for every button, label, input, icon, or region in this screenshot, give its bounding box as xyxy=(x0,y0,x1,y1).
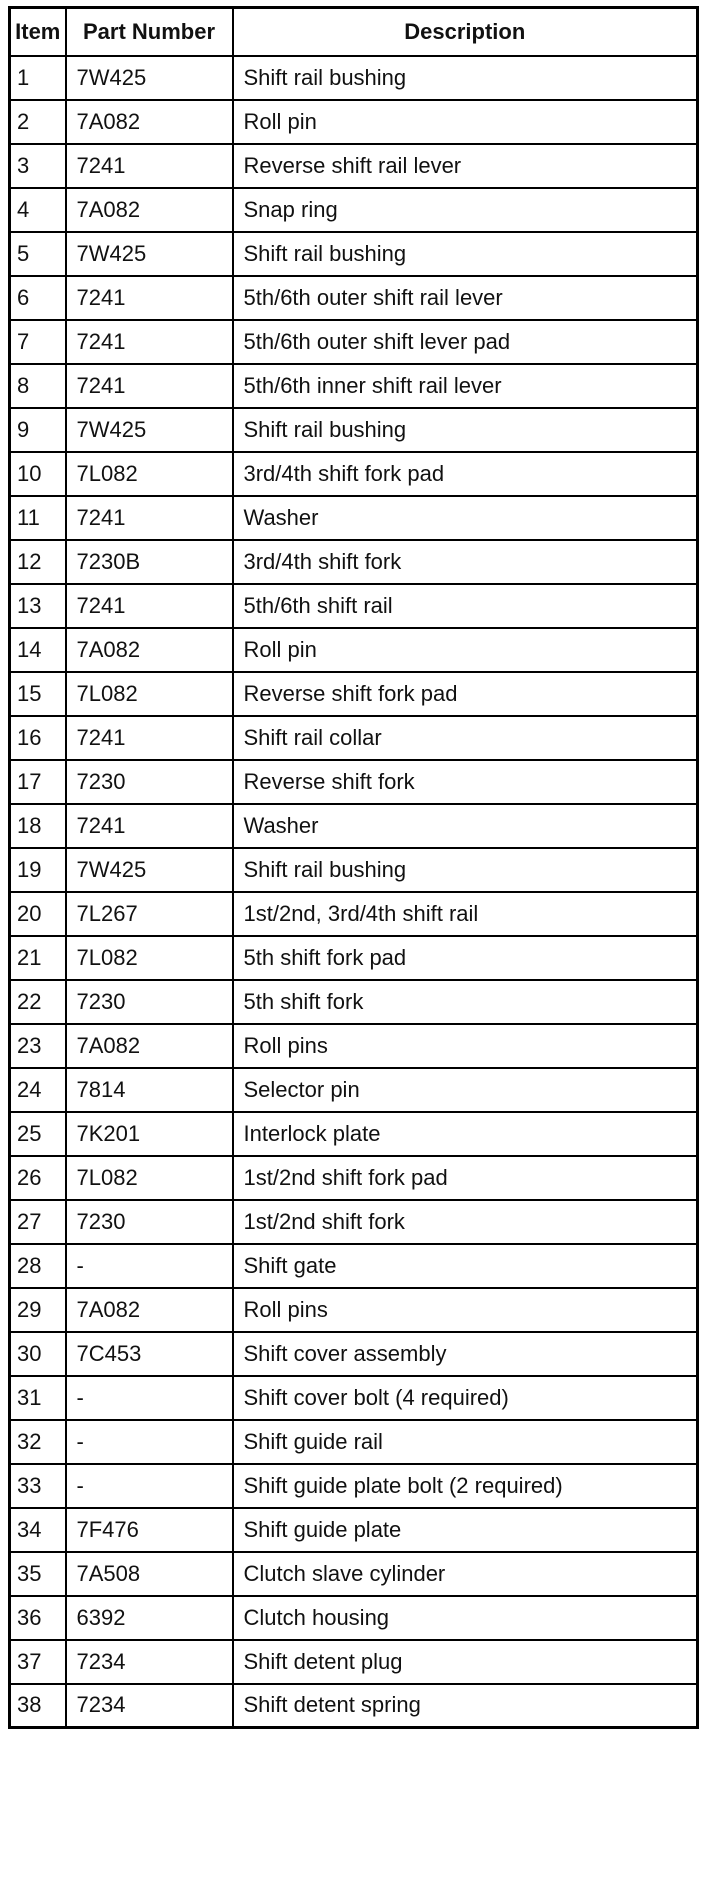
table-row xyxy=(10,188,698,232)
table-row xyxy=(10,1552,698,1596)
item-number-cell: 38 xyxy=(10,1684,66,1728)
part-number-cell: 7A082 xyxy=(66,100,233,144)
part-number-cell: 7230 xyxy=(66,1200,233,1244)
item-number-cell: 30 xyxy=(10,1332,66,1376)
item-number-cell: 12 xyxy=(10,540,66,584)
table-row xyxy=(10,1596,698,1640)
item-number-cell: 22 xyxy=(10,980,66,1024)
item-number-cell: 35 xyxy=(10,1552,66,1596)
item-number-cell: 14 xyxy=(10,628,66,672)
item-number-cell: 17 xyxy=(10,760,66,804)
item-number-cell: 13 xyxy=(10,584,66,628)
item-number-cell: 3 xyxy=(10,144,66,188)
table-row xyxy=(10,848,698,892)
part-number-cell: - xyxy=(66,1464,233,1508)
description-cell: Roll pin xyxy=(233,628,698,672)
item-number-cell: 6 xyxy=(10,276,66,320)
item-number-cell: 37 xyxy=(10,1640,66,1684)
description-cell: Reverse shift fork xyxy=(233,760,698,804)
item-number-cell: 26 xyxy=(10,1156,66,1200)
description-cell: Clutch slave cylinder xyxy=(233,1552,698,1596)
description-cell: Shift rail bushing xyxy=(233,848,698,892)
item-number-cell: 10 xyxy=(10,452,66,496)
item-number-cell: 18 xyxy=(10,804,66,848)
description-cell: Washer xyxy=(233,496,698,540)
part-number-cell: 7230B xyxy=(66,540,233,584)
item-number-cell: 15 xyxy=(10,672,66,716)
item-number-cell: 27 xyxy=(10,1200,66,1244)
description-cell: Reverse shift fork pad xyxy=(233,672,698,716)
table-row xyxy=(10,1156,698,1200)
part-number-cell: 7L267 xyxy=(66,892,233,936)
part-number-cell: 7234 xyxy=(66,1684,233,1728)
table-row xyxy=(10,452,698,496)
item-number-cell: 16 xyxy=(10,716,66,760)
description-cell: Shift detent spring xyxy=(233,1684,698,1728)
description-cell: 5th/6th shift rail xyxy=(233,584,698,628)
item-number-cell: 33 xyxy=(10,1464,66,1508)
table-row xyxy=(10,672,698,716)
description-cell: Shift rail bushing xyxy=(233,232,698,276)
table-row xyxy=(10,584,698,628)
table-row xyxy=(10,1068,698,1112)
item-number-cell: 7 xyxy=(10,320,66,364)
table-body xyxy=(10,56,698,1728)
description-cell: Reverse shift rail lever xyxy=(233,144,698,188)
part-number-cell: 7234 xyxy=(66,1640,233,1684)
description-cell: 5th shift fork pad xyxy=(233,936,698,980)
table-row xyxy=(10,100,698,144)
part-number-cell: 7W425 xyxy=(66,408,233,452)
description-cell: Roll pins xyxy=(233,1024,698,1068)
header-part-number: Part Number xyxy=(66,8,233,56)
table-row xyxy=(10,1112,698,1156)
table-row xyxy=(10,320,698,364)
part-number-cell: 7L082 xyxy=(66,936,233,980)
description-cell: Shift rail bushing xyxy=(233,56,698,100)
table-row xyxy=(10,1244,698,1288)
header-row xyxy=(10,8,698,56)
part-number-cell: 7C453 xyxy=(66,1332,233,1376)
item-number-cell: 23 xyxy=(10,1024,66,1068)
table-row xyxy=(10,1508,698,1552)
part-number-cell: 7241 xyxy=(66,320,233,364)
item-number-cell: 4 xyxy=(10,188,66,232)
part-number-cell: 7A082 xyxy=(66,628,233,672)
part-number-cell: 7230 xyxy=(66,760,233,804)
item-number-cell: 2 xyxy=(10,100,66,144)
part-number-cell: - xyxy=(66,1420,233,1464)
part-number-cell: 7241 xyxy=(66,364,233,408)
part-number-cell: 7241 xyxy=(66,144,233,188)
part-number-cell: 7L082 xyxy=(66,672,233,716)
item-number-cell: 32 xyxy=(10,1420,66,1464)
part-number-cell: 7A508 xyxy=(66,1552,233,1596)
table-row xyxy=(10,364,698,408)
item-number-cell: 28 xyxy=(10,1244,66,1288)
table-row xyxy=(10,1024,698,1068)
description-cell: Snap ring xyxy=(233,188,698,232)
description-cell: Shift cover assembly xyxy=(233,1332,698,1376)
table-row xyxy=(10,1420,698,1464)
description-cell: 1st/2nd shift fork xyxy=(233,1200,698,1244)
item-number-cell: 36 xyxy=(10,1596,66,1640)
description-cell: Clutch housing xyxy=(233,1596,698,1640)
table-row xyxy=(10,1640,698,1684)
table-row xyxy=(10,232,698,276)
description-cell: 3rd/4th shift fork pad xyxy=(233,452,698,496)
item-number-cell: 25 xyxy=(10,1112,66,1156)
item-number-cell: 8 xyxy=(10,364,66,408)
part-number-cell: 7K201 xyxy=(66,1112,233,1156)
part-number-cell: 7230 xyxy=(66,980,233,1024)
description-cell: Shift guide plate bolt (2 required) xyxy=(233,1464,698,1508)
part-number-cell: 7A082 xyxy=(66,188,233,232)
part-number-cell: 7A082 xyxy=(66,1024,233,1068)
part-number-cell: 7241 xyxy=(66,584,233,628)
part-number-cell: 7241 xyxy=(66,716,233,760)
table-row xyxy=(10,804,698,848)
part-number-cell: 7A082 xyxy=(66,1288,233,1332)
table-row xyxy=(10,540,698,584)
description-cell: 3rd/4th shift fork xyxy=(233,540,698,584)
item-number-cell: 24 xyxy=(10,1068,66,1112)
part-number-cell: - xyxy=(66,1244,233,1288)
table-row xyxy=(10,56,698,100)
description-cell: Selector pin xyxy=(233,1068,698,1112)
part-number-cell: 7814 xyxy=(66,1068,233,1112)
parts-table xyxy=(8,6,699,1729)
table-row xyxy=(10,1376,698,1420)
item-number-cell: 31 xyxy=(10,1376,66,1420)
description-cell: 5th/6th outer shift rail lever xyxy=(233,276,698,320)
item-number-cell: 20 xyxy=(10,892,66,936)
part-number-cell: 7L082 xyxy=(66,1156,233,1200)
description-cell: 5th/6th inner shift rail lever xyxy=(233,364,698,408)
item-number-cell: 29 xyxy=(10,1288,66,1332)
item-number-cell: 9 xyxy=(10,408,66,452)
part-number-cell: 7L082 xyxy=(66,452,233,496)
description-cell: Shift guide plate xyxy=(233,1508,698,1552)
description-cell: Roll pin xyxy=(233,100,698,144)
table-row xyxy=(10,980,698,1024)
part-number-cell: 7W425 xyxy=(66,232,233,276)
part-number-cell: 7W425 xyxy=(66,848,233,892)
table-row xyxy=(10,408,698,452)
table-row xyxy=(10,1464,698,1508)
description-cell: Washer xyxy=(233,804,698,848)
table-header xyxy=(10,8,698,56)
part-number-cell: - xyxy=(66,1376,233,1420)
table-row xyxy=(10,1684,698,1728)
table-row xyxy=(10,760,698,804)
table-row xyxy=(10,716,698,760)
description-cell: Shift guide rail xyxy=(233,1420,698,1464)
item-number-cell: 21 xyxy=(10,936,66,980)
description-cell: Shift detent plug xyxy=(233,1640,698,1684)
part-number-cell: 7F476 xyxy=(66,1508,233,1552)
description-cell: Interlock plate xyxy=(233,1112,698,1156)
table-row xyxy=(10,1200,698,1244)
header-item: Item xyxy=(10,8,66,56)
description-cell: Shift cover bolt (4 required) xyxy=(233,1376,698,1420)
table-row xyxy=(10,144,698,188)
item-number-cell: 34 xyxy=(10,1508,66,1552)
description-cell: Roll pins xyxy=(233,1288,698,1332)
description-cell: 5th/6th outer shift lever pad xyxy=(233,320,698,364)
description-cell: 5th shift fork xyxy=(233,980,698,1024)
part-number-cell: 6392 xyxy=(66,1596,233,1640)
table-row xyxy=(10,892,698,936)
part-number-cell: 7241 xyxy=(66,804,233,848)
description-cell: Shift rail collar xyxy=(233,716,698,760)
description-cell: 1st/2nd, 3rd/4th shift rail xyxy=(233,892,698,936)
table-row xyxy=(10,1288,698,1332)
table-row xyxy=(10,1332,698,1376)
description-cell: 1st/2nd shift fork pad xyxy=(233,1156,698,1200)
part-number-cell: 7241 xyxy=(66,276,233,320)
table-row xyxy=(10,936,698,980)
item-number-cell: 1 xyxy=(10,56,66,100)
table-row xyxy=(10,628,698,672)
table-row xyxy=(10,276,698,320)
part-number-cell: 7W425 xyxy=(66,56,233,100)
description-cell: Shift rail bushing xyxy=(233,408,698,452)
part-number-cell: 7241 xyxy=(66,496,233,540)
item-number-cell: 11 xyxy=(10,496,66,540)
item-number-cell: 5 xyxy=(10,232,66,276)
item-number-cell: 19 xyxy=(10,848,66,892)
header-description: Description xyxy=(233,8,698,56)
description-cell: Shift gate xyxy=(233,1244,698,1288)
table-row xyxy=(10,496,698,540)
